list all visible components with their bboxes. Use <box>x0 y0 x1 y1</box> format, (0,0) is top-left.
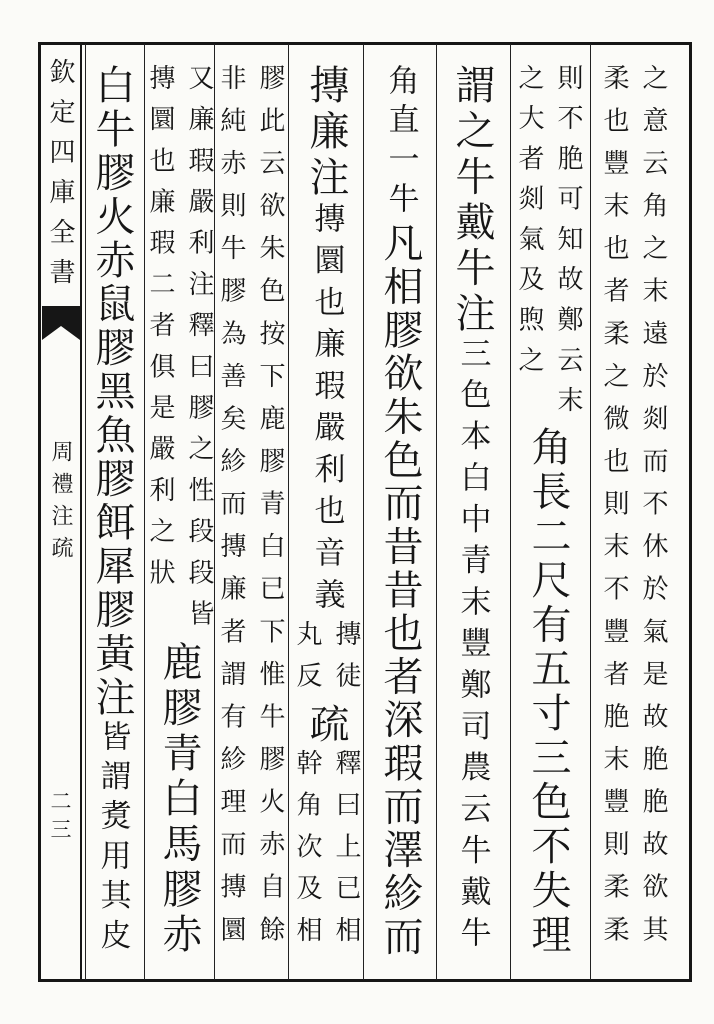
commentary-right-line: 膠此云欲朱色按下鹿膠青白已下惟牛膠火赤自餘 <box>255 64 285 958</box>
classic-text: 凡相膠欲朱色而昔昔也者深瑕而澤紾而 <box>377 221 423 958</box>
commentary-right-line: 之意云角之末遠於剡而不休於氣是故脃脃故欲其 <box>638 64 668 958</box>
margin-strip-divider <box>80 44 82 980</box>
commentary-left-line: 柔也豐末也者柔之微也則末不豐者脃末豐則柔柔 <box>599 64 629 958</box>
column-rule <box>590 44 591 980</box>
column-rule <box>288 44 289 980</box>
classic-text: 鹿膠青白馬膠赤 <box>156 640 202 958</box>
column-rule <box>363 44 364 980</box>
commentary-left-line: 丸反 <box>292 619 322 704</box>
annotation-text: 三色本白中青末豐鄭司農云牛戴牛 <box>454 337 491 958</box>
annotation-text: 角直一牛 <box>382 64 419 222</box>
annotation-text: 摶圜也廉瑕嚴利也音義 <box>308 201 345 620</box>
annotation-text: 皆謂煑用其皮 <box>94 719 131 958</box>
column-rule <box>510 44 511 980</box>
page-border-frame <box>38 42 692 982</box>
fishtail-mark-icon <box>42 306 80 346</box>
collection-title: 欽定四庫全書 <box>45 58 75 298</box>
margin-strip-divider <box>85 44 86 980</box>
commentary-right-line: 則不脃可知故鄭云末 <box>553 64 583 427</box>
column-rule <box>214 44 215 980</box>
commentary-right-line: 又廉瑕嚴利注釋曰膠之性段段皆 <box>184 64 214 641</box>
classic-text: 白牛膠火赤鼠膠黑魚膠餌犀膠黃注 <box>89 64 135 720</box>
column-rule <box>436 44 437 980</box>
classic-text: 謂之牛戴牛注 <box>449 64 495 338</box>
classic-text: 疏 <box>303 703 349 750</box>
book-title: 周禮注疏 <box>48 440 73 568</box>
commentary-left-line: 之大者剡氣及煦之 <box>514 64 544 387</box>
commentary-right-line: 摶徒 <box>331 619 361 704</box>
commentary-right-line: 釋曰上已相 <box>331 749 361 958</box>
commentary-left-line: 非純赤則牛膠為善矣紾而摶廉者謂有紾理而摶圜 <box>216 64 246 958</box>
commentary-left-line: 幹角次及相 <box>292 749 322 958</box>
classic-text: 摶廉注 <box>303 64 349 202</box>
classic-text: 角長二尺有五寸三色不失理 <box>525 426 571 958</box>
page-number: 二三 <box>48 790 72 846</box>
commentary-left-line: 摶圜也廉瑕二者俱是嚴利之狀 <box>145 64 175 600</box>
